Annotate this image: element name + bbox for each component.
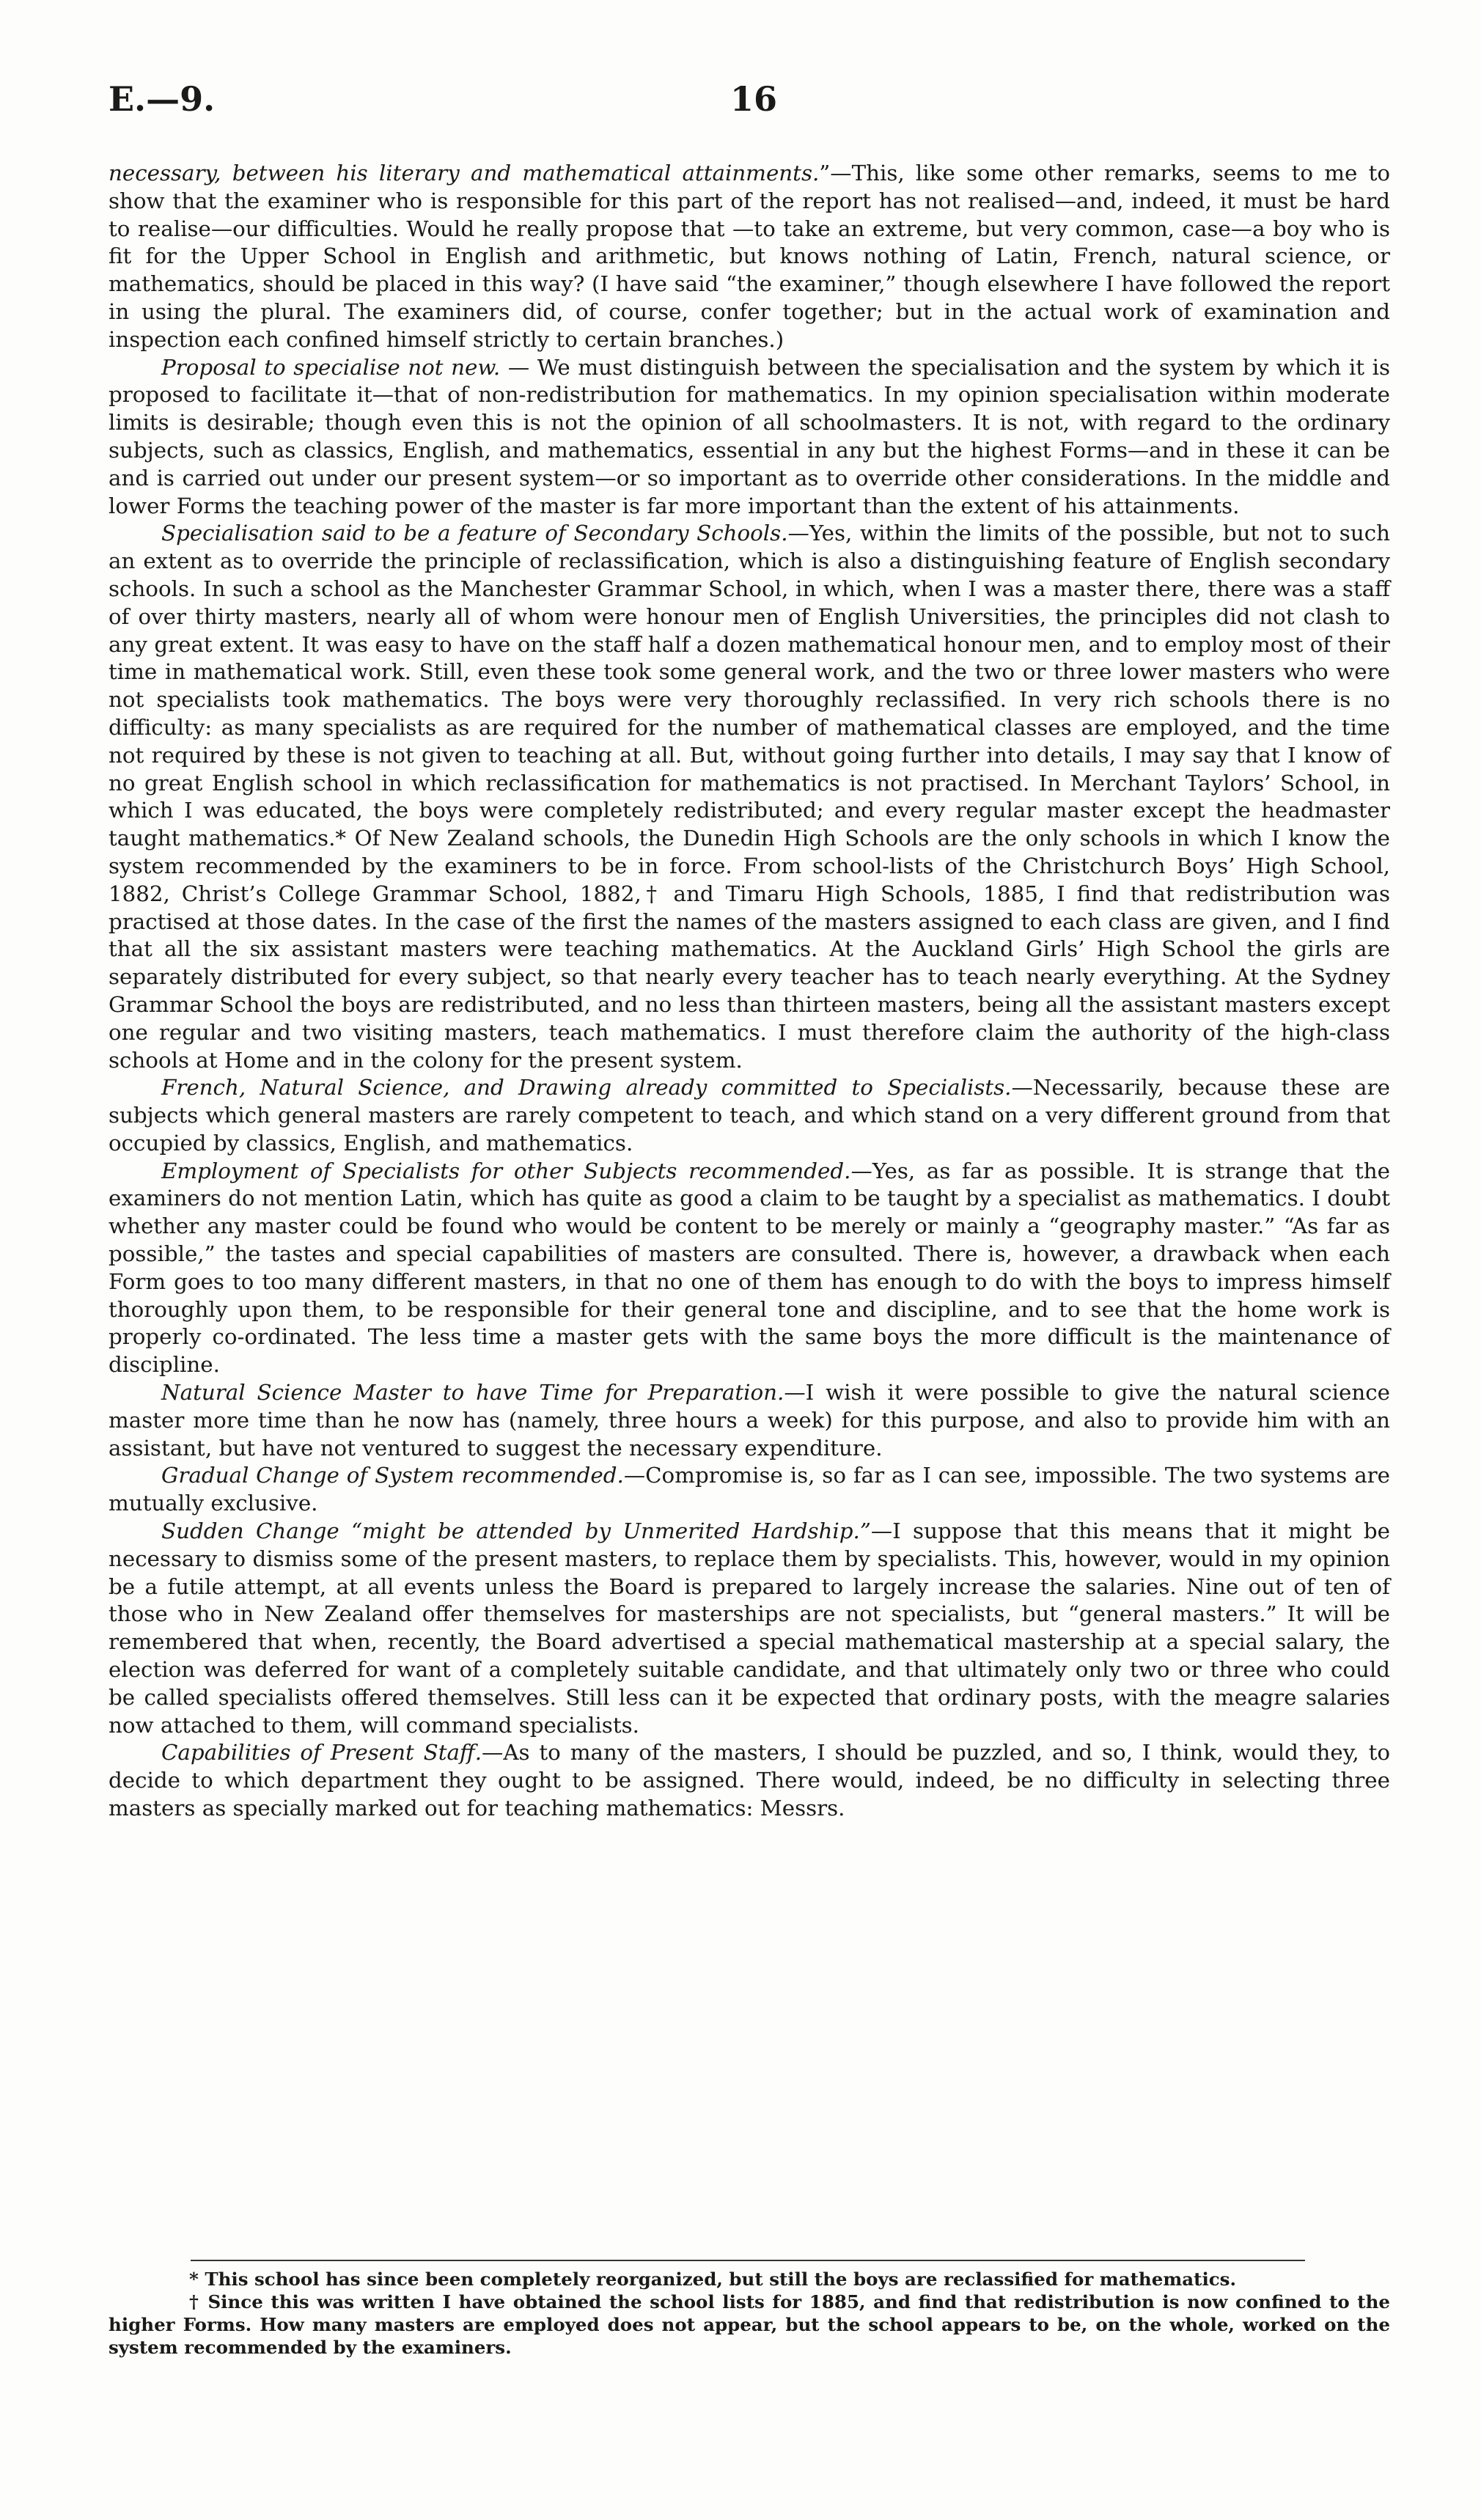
footnotes — [109, 2268, 1390, 2359]
paragraph — [109, 1074, 1390, 1157]
page-header — [109, 79, 1390, 126]
paragraph — [109, 1462, 1390, 1518]
paragraph-text: —Yes, as far as possible. It is strange that the examiners do not mention Latin, which has quite as good a claim to be taught by a specialist as mathematics. I doubt whether any master could be found who would be content to be merely or mainly a “geography master.” “As far as possible,” the tastes and special capabilities of masters are consulted. There is, however, a drawback when each Form goes to too many different masters, in that no one of them has enough to do with the boys to impress himself thoroughly upon them, to be responsible for their general tone and discipline, and to see that the home work is properly co-ordinated. The less time a master gets with the same boys the more difficult is the maintenance of discipline. — [109, 1158, 1390, 1378]
paragraph-heading: Capabilities of Present Staff. — [161, 1740, 482, 1766]
paragraph-heading: French, Natural Science, and Drawing already committed to Specialists. — [161, 1075, 1012, 1101]
footnote-divider — [191, 2260, 1305, 2261]
paragraph-text: —I wish it were possible to give the natural science master more time than he now has (namely, three hours a week) for this purpose, and also to provide him with an assistant, but have not ventured to suggest the necessary expenditure. — [109, 1380, 1391, 1461]
paragraph — [109, 1739, 1390, 1822]
paragraph-text: —Compromise is, so far as I can see, impossible. The two systems are mutually exclusive. — [109, 1463, 1390, 1516]
paragraph-text: ”—This, like some other remarks, seems to me to show that the examiner who is responsible for this part of the report has not realised—and, indeed, it must be hard to realise—our difficulties. Would he really propose that —to take an extreme, but very common, case—a boy who is fit for the Upper School in English and arithmetic, but knows nothing of Latin, French, natural science, or mathematics, should be placed in this way? (I have said “the examiner,” though elsewhere I have followed the report in using the plural. The examiners did, of course, confer together; but in the actual work of examination and inspection each confined himself strictly to certain branches.) — [109, 161, 1390, 352]
paragraph-heading: Specialisation said to be a feature of Secondary Schools. — [161, 521, 788, 546]
paragraph-text: — We must distinguish between the specialisation and the system by which it is proposed to facilitate it—that of non-redistribution for mathematics. In my opinion specialisation within moderate limits is desirable; though even this is not the opinion of all schoolmasters. It is not, with regard to the ordinary subjects, such as classics, English, and mathematics, essential in any but the highest Forms—and in these it can be and is carried out under our present system—or so important as to override other considerations. In the middle and lower Forms the teaching power of the master is far more important than the extent of his attainments. — [109, 354, 1390, 518]
paragraph — [109, 520, 1390, 1074]
paragraph-heading: Proposal to specialise not new. — [161, 354, 501, 380]
paragraph — [109, 1158, 1390, 1379]
paragraph-heading: Sudden Change “might be attended by Unmerited Hardship.” — [161, 1518, 871, 1544]
paragraph-text: —Necessarily, because these are subjects which general masters are rarely competent to teach, and which stand on a very different ground from that occupied by classics, English, and mathematics. — [109, 1075, 1390, 1156]
footnote: * This school has since been completely reorganized, but still the boys are reclassified for mathematics. — [189, 2269, 1236, 2290]
document-reference: E.—9. — [109, 79, 216, 119]
footnote: † Since this was written I have obtained the school lists for 1885, and find that redistribution is now confined to the higher Forms. How many masters are employed does not appear, but the school appears to be, on the whole, worked on the system recommended by the examiners. — [109, 2291, 1390, 2358]
paragraph — [109, 354, 1390, 521]
paragraph-heading: Employment of Specialists for other Subjects recommended. — [161, 1158, 851, 1183]
paragraph — [109, 1379, 1390, 1462]
page-number: 16 — [730, 79, 778, 119]
paragraph-heading: necessary, between his literary and mathematical attainments. — [109, 161, 820, 185]
paragraph-heading: Gradual Change of System recommended. — [161, 1463, 624, 1488]
paragraph-text: —Yes, within the limits of the possible, but not to such an extent as to override the principle of reclassification, which is also a distinguishing feature of English secondary schools. In such a school as the Manchester Grammar School, in which, when I was a master there, there was a staff of over thirty masters, nearly all of whom were honour men of English Universities, the principles did not clash to any great extent. It was easy to have on the staff half a dozen mathematical honour men, and to employ most of their time in mathematical work. Still, even these took some general work, and the two or three lower masters who were not specialists took mathematics. The boys were very thoroughly reclassified. In very rich schools there is no difficulty: as many specialists as are required for the number of mathematical classes are employed, and the time not required by these is not given to teaching at all. But, without going further into details, I may say that I know of no great English school in which reclassification for mathematics is not practised. In Merchant Taylors’ School, in which I was educated, the boys were completely redistributed; and every regular master except the headmaster taught mathematics.* Of New Zealand schools, the Dunedin High Schools are the only schools in which I know the system recommended by the examiners to be in force. From school-lists of the Christchurch Boys’ High School, 1882, Christ’s College Grammar School, 1882,† and Timaru High Schools, 1885, I find that redistribution was practised at those dates. In the case of the first the names of the masters assigned to each class are given, and I find that all the six assistant masters were teaching mathematics. At the Auckland Girls’ High School the girls are separately distributed for every subject, so that nearly every teacher has to teach nearly everything. At the Sydney Grammar School the boys are redistributed, and no less than thirteen masters, being all the assistant masters except one regular and two visiting masters, teach mathematics. I must therefore claim the authority of the high-class schools at Home and in the colony for the present system. — [109, 521, 1390, 1073]
paragraph-text: —I suppose that this means that it might be necessary to dismiss some of the present masters, to replace them by specialists. This, however, would in my opinion be a futile attempt, at all events unless the Board is prepared to largely increase the salaries. Nine out of ten of those who in New Zealand offer themselves for masterships are not specialists, but “general masters.” It will be remembered that when, recently, the Board advertised a special mathematical mastership at a special salary, the election was deferred for want of a completely suitable candidate, and that ultimately only two or three who could be called specialists offered themselves. Still less can it be expected that ordinary posts, with the meagre salaries now attached to them, will command specialists. — [109, 1518, 1391, 1738]
paragraph-heading: Natural Science Master to have Time for Preparation. — [161, 1380, 784, 1406]
paragraph — [109, 160, 1390, 354]
paragraph — [109, 1518, 1390, 1739]
paragraph-text: —As to many of the masters, I should be puzzled, and so, I think, would they, to decide to which department they ought to be assigned. There would, indeed, be no difficulty in selecting three masters as specially marked out for teaching mathematics: Messrs. — [109, 1740, 1390, 1821]
body-text — [109, 160, 1390, 1823]
